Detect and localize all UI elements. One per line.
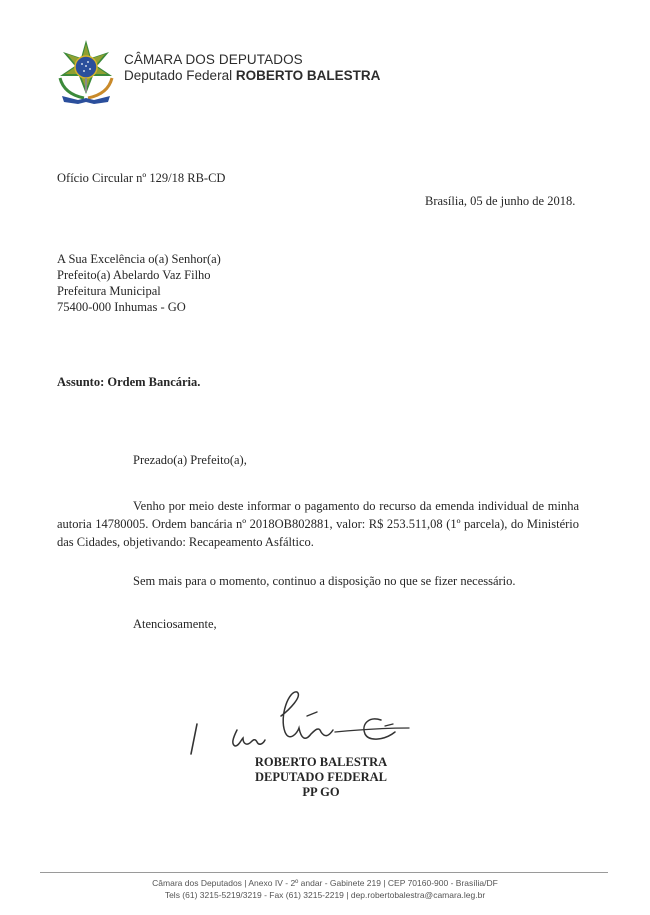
letterhead-deputy-role: Deputado Federal <box>124 68 236 83</box>
footer-address: Câmara dos Deputados | Anexo IV - 2º andar - Gabinete 219 | CEP 70160-900 - Brasília/DF <box>152 878 498 888</box>
handwritten-signature <box>185 686 415 761</box>
letterhead-deputy <box>124 68 380 84</box>
footer-contact: Tels (61) 3215-5219/3219 - Fax (61) 3215-2219 | dep.robertobalestra@camara.leg.br <box>164 890 486 900</box>
signer-title: DEPUTADO FEDERAL <box>254 770 388 784</box>
letter-subject: Assunto: Ordem Bancária. <box>57 375 201 389</box>
letterhead-deputy-name: ROBERTO BALESTRA <box>235 68 381 83</box>
letter-date: Brasília, 05 de junho de 2018. <box>425 194 576 208</box>
signature-block <box>236 755 406 800</box>
letterhead-institution: CÂMARA DOS DEPUTADOS <box>124 52 303 67</box>
letter-greeting: Prezado(a) Prefeito(a), <box>133 453 247 467</box>
letter-closing: Atenciosamente, <box>133 617 217 631</box>
letter-body-text: Venho por meio deste informar o pagamento do recurso da emenda individual de minha autoria 14780005. Ordem bancária nº 2018OB802881, valor: R$ 253.511,08 (1º parcela), do Ministério das Cidades, objetivando: Recapeamento Asfáltico. <box>57 499 579 549</box>
recipient-line: 75400-000 Inhumas - GO <box>57 300 186 314</box>
letter-closing-line: Sem mais para o momento, continuo a disposição no que se fizer necessário. <box>133 574 516 588</box>
recipient-line: Prefeito(a) Abelardo Vaz Filho <box>57 268 211 282</box>
letterhead <box>124 52 380 84</box>
brazil-coat-of-arms-icon <box>54 38 118 104</box>
footer-divider <box>40 872 608 873</box>
recipient-line: Prefeitura Municipal <box>57 284 161 298</box>
recipient-block <box>57 251 221 315</box>
letter-body <box>57 497 579 551</box>
letter-footer <box>0 877 650 901</box>
letter-reference: Ofício Circular nº 129/18 RB-CD <box>57 171 226 185</box>
signer-party: PP GO <box>302 785 340 799</box>
signer-name: ROBERTO BALESTRA <box>254 755 388 769</box>
recipient-line: A Sua Excelência o(a) Senhor(a) <box>57 252 221 266</box>
